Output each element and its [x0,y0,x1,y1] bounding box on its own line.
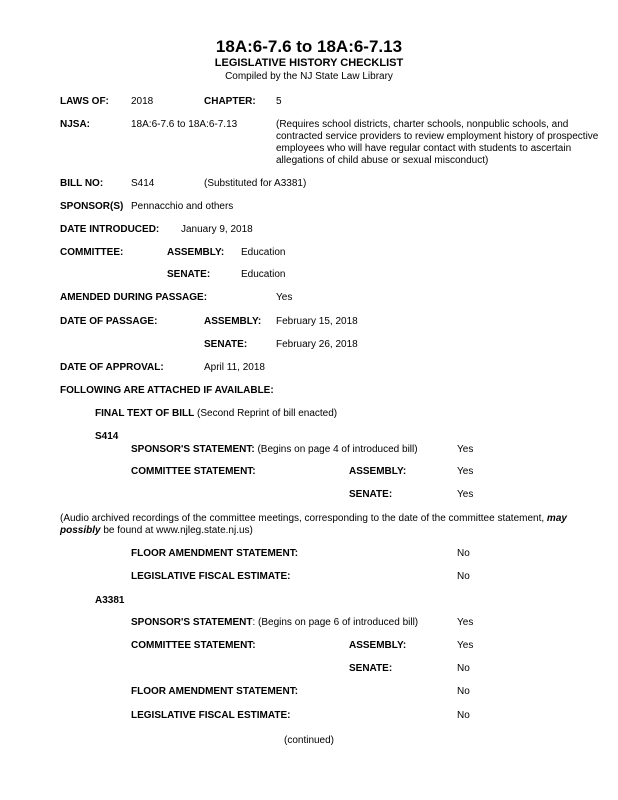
a3381-fiscal-label: LEGISLATIVE FISCAL ESTIMATE: [131,710,291,721]
a3381-fiscal-value: No [457,710,470,721]
page-subtitle: LEGISLATIVE HISTORY CHECKLIST [214,57,404,69]
audio-note [60,513,605,537]
passage-label: DATE OF PASSAGE: [60,316,158,327]
s414-assembly-label: ASSEMBLY: [349,466,407,477]
s414-committee-label: COMMITTEE STATEMENT: [131,466,256,477]
amended-label: AMENDED DURING PASSAGE: [60,292,208,303]
date-introduced-label: DATE INTRODUCED: [60,224,160,235]
s414-fiscal-label: LEGISLATIVE FISCAL ESTIMATE: [131,571,291,582]
laws-of-value: 2018 [131,96,154,107]
s414-assembly-value: Yes [457,466,474,477]
committee-label: COMMITTEE: [60,247,124,258]
amended-value: Yes [276,292,293,303]
attached-heading: FOLLOWING ARE ATTACHED IF AVAILABLE: [60,385,274,396]
chapter-label: CHAPTER: [204,96,256,107]
a3381-assembly-label: ASSEMBLY: [349,640,407,651]
sponsors-label: SPONSOR(S) [60,201,124,212]
bill-no-note: (Substituted for A3381) [204,178,307,189]
a3381-committee-label: COMMITTEE STATEMENT: [131,640,256,651]
s414-floor-label: FLOOR AMENDMENT STATEMENT: [131,548,299,559]
a3381-floor-label: FLOOR AMENDMENT STATEMENT: [131,686,299,697]
passage-senate-label: SENATE: [204,339,248,350]
sponsors-value: Pennacchio and others [131,201,234,212]
s414-sponsor-value: Yes [457,444,474,455]
a3381-senate-value: No [457,663,470,674]
a3381-sponsor-line [131,617,418,629]
committee-senate-label: SENATE: [167,269,211,280]
bill-no-label: BILL NO: [60,178,104,189]
approval-value: April 11, 2018 [204,362,265,373]
s414-fiscal-value: No [457,571,470,582]
committee-assembly-label: ASSEMBLY: [167,247,225,258]
a3381-sponsor-note: : (Begins on page 6 of introduced bill) [252,617,419,628]
a3381-assembly-value: Yes [457,640,474,651]
audio-note-after: be found at www.njleg.state.nj.us) [100,525,253,536]
s414-sponsor-label: SPONSOR'S STATEMENT: [131,444,255,455]
final-text-line [95,408,337,420]
continued-note: (continued) [283,735,335,746]
bill-no-value: S414 [131,178,155,189]
compiled-by: Compiled by the NJ State Law Library [225,71,393,82]
final-text-note: (Second Reprint of bill enacted) [194,408,338,419]
committee-senate-value: Education [241,269,286,280]
final-text-label: FINAL TEXT OF BILL [95,408,195,419]
page-title: 18A:6-7.6 to 18A:6-7.13 [215,37,403,56]
s414-floor-value: No [457,548,470,559]
a3381-heading: A3381 [95,595,125,606]
a3381-floor-value: No [457,686,470,697]
approval-label: DATE OF APPROVAL: [60,362,164,373]
a3381-sponsor-label: SPONSOR'S STATEMENT [131,617,253,628]
passage-assembly-value: February 15, 2018 [276,316,358,327]
committee-assembly-value: Education [241,247,286,258]
audio-note-before: (Audio archived recordings of the committee meetings, corresponding to the date of the committee statement, [60,513,547,524]
njsa-value: 18A:6-7.6 to 18A:6-7.13 [131,119,238,130]
s414-heading: S414 [95,431,119,442]
s414-senate-label: SENATE: [349,489,393,500]
passage-senate-value: February 26, 2018 [276,339,358,350]
passage-assembly-label: ASSEMBLY: [204,316,262,327]
a3381-sponsor-value: Yes [457,617,474,628]
audio-note-emphasis: may possibly [60,513,567,536]
s414-senate-value: Yes [457,489,474,500]
a3381-senate-label: SENATE: [349,663,393,674]
laws-of-label: LAWS OF: [60,96,109,107]
s414-sponsor-note: (Begins on page 4 of introduced bill) [254,444,418,455]
s414-sponsor-line [131,444,418,456]
njsa-label: NJSA: [60,119,91,130]
date-introduced-value: January 9, 2018 [181,224,253,235]
njsa-description: (Requires school districts, charter schools, nonpublic schools, and contracted service providers to review employment history of prospective employees who will have regular contact with students to ascertain allegations of child abuse or sexual misconduct) [276,119,599,166]
chapter-value: 5 [276,96,282,107]
